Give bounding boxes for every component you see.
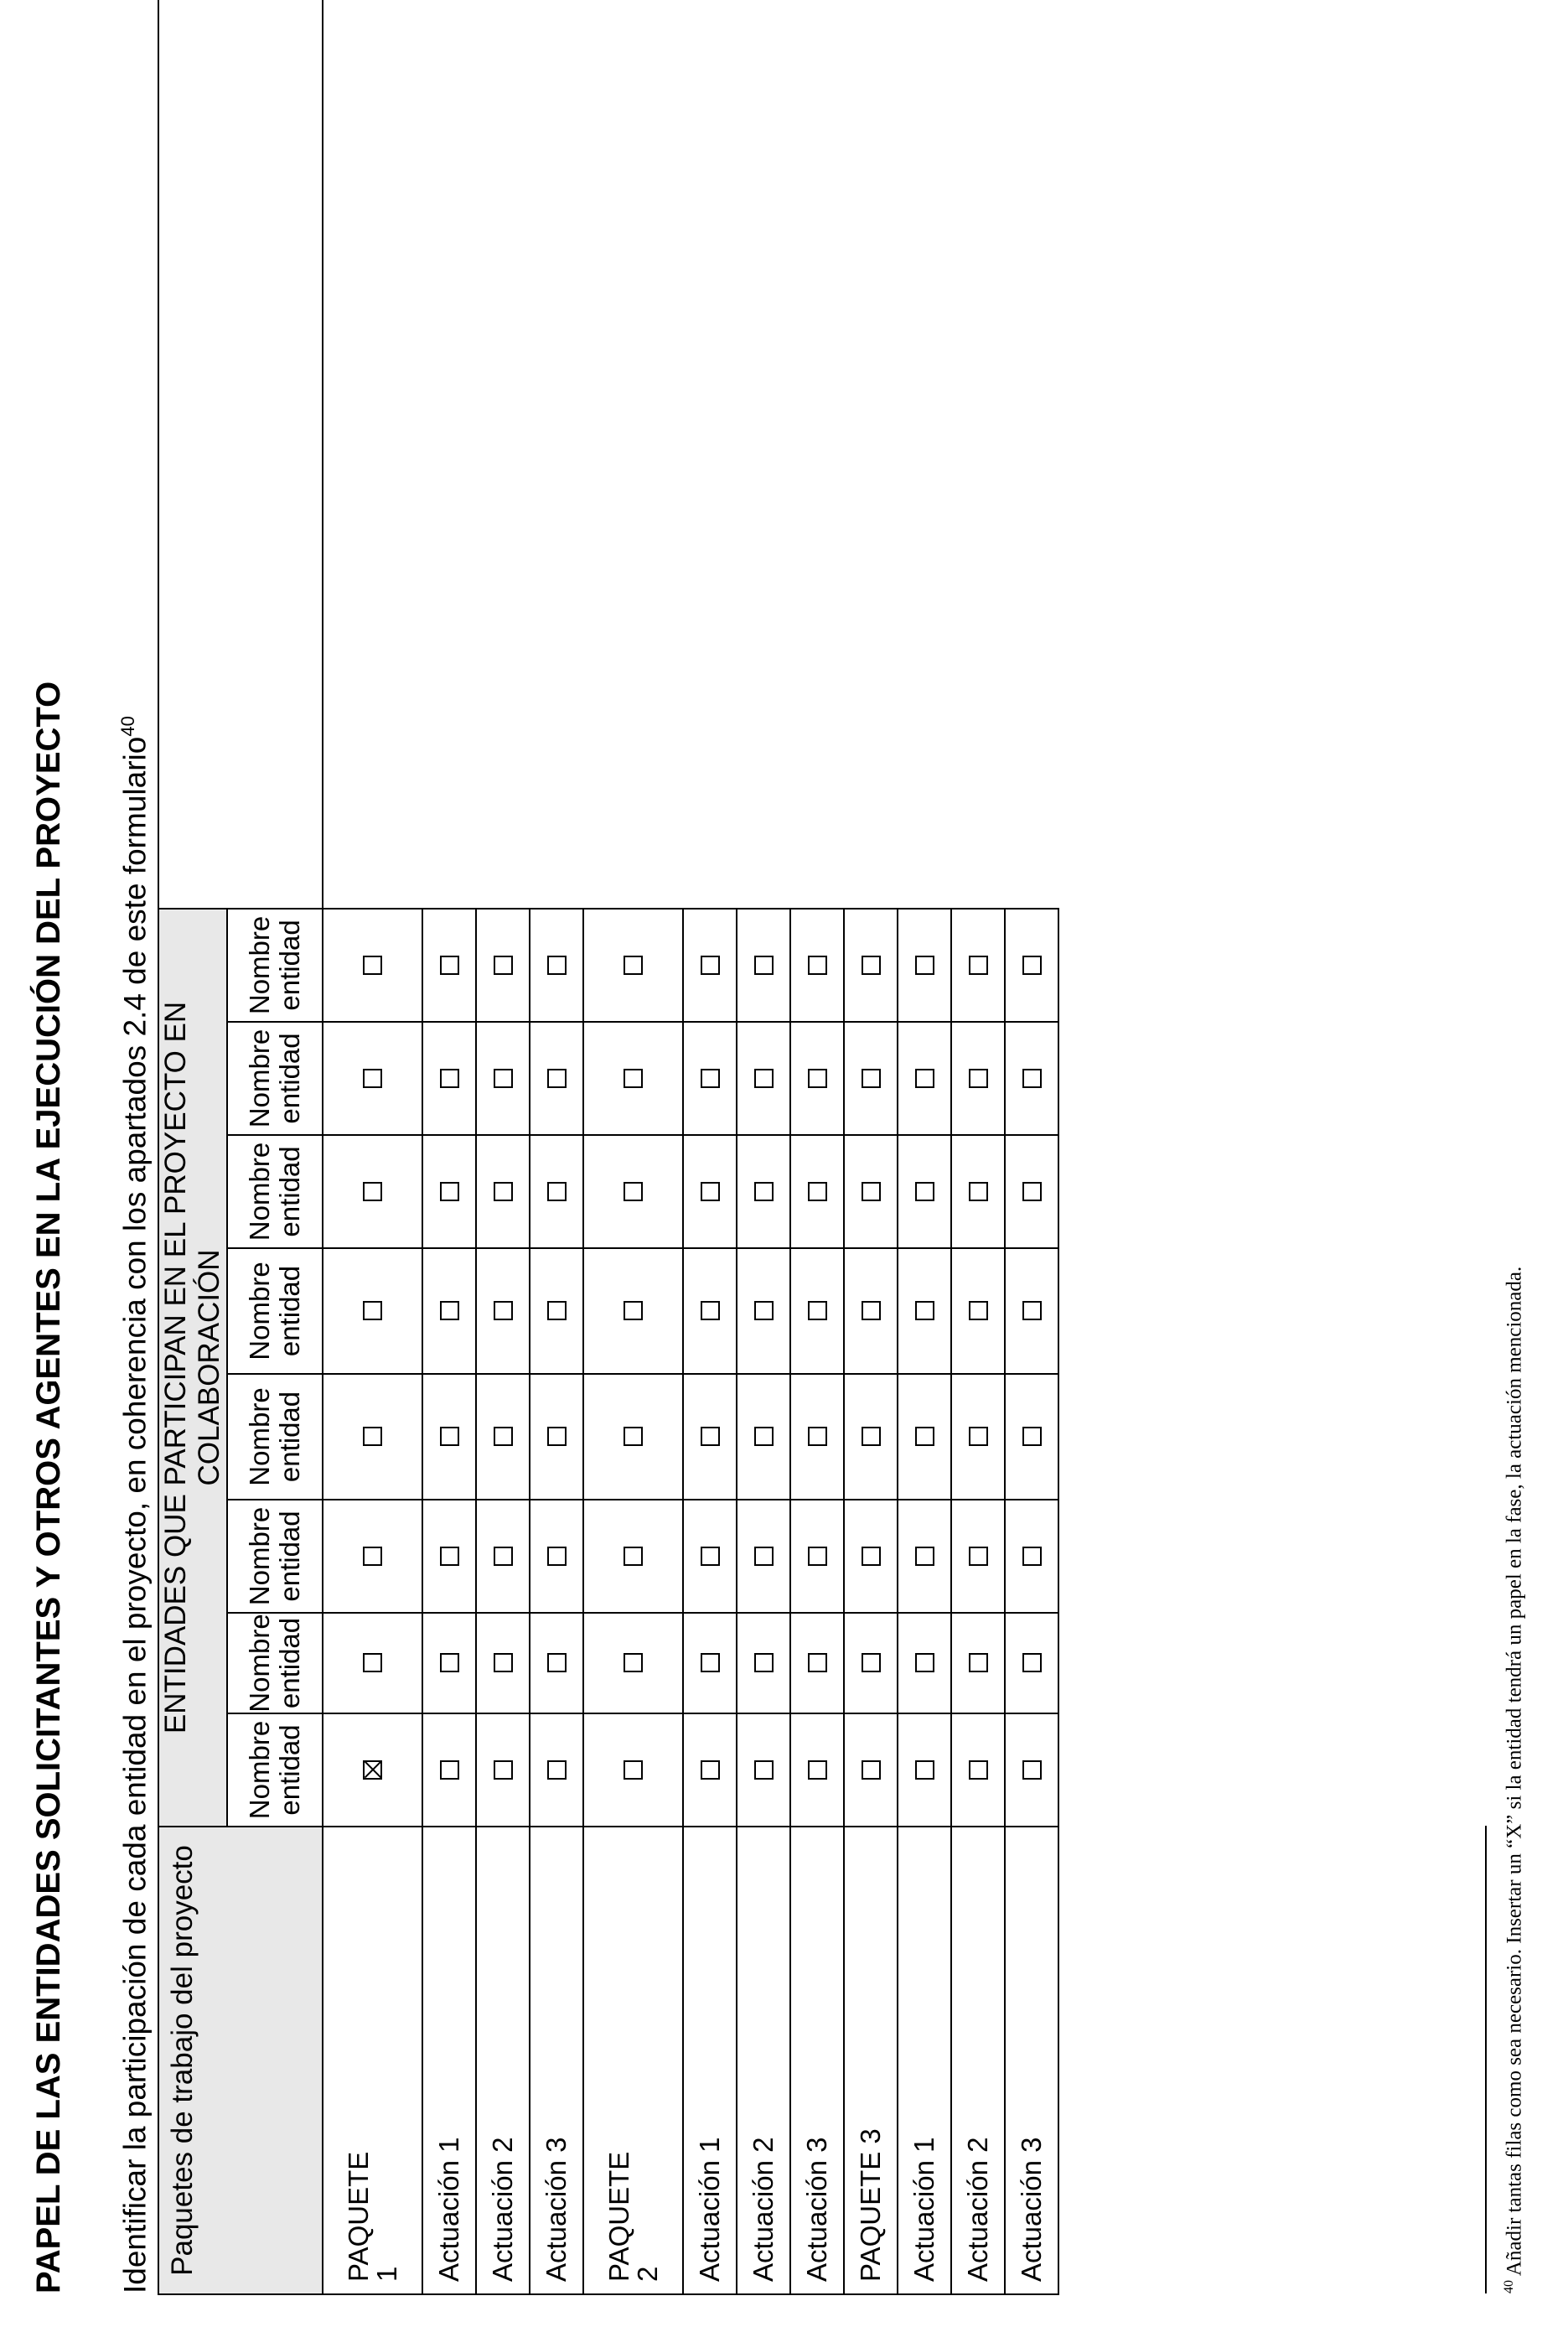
checkbox-cell — [951, 909, 1005, 1022]
checkbox-cell — [323, 1500, 422, 1613]
footnote-number: 40 — [1502, 2280, 1516, 2293]
checkbox[interactable] — [547, 1654, 567, 1673]
checkbox[interactable] — [754, 1069, 774, 1088]
checkbox[interactable] — [1022, 1428, 1042, 1447]
work-packages-header: Paquetes de trabajo del proyecto — [158, 1827, 323, 2294]
row-label: Actuación 1 — [422, 1827, 476, 2294]
checkbox[interactable] — [808, 1428, 827, 1447]
checkbox-cell — [683, 1374, 737, 1500]
checkbox-cell — [530, 1713, 583, 1827]
checkbox[interactable] — [547, 1760, 567, 1780]
instructions-body: Identificar la participación de cada entidad en el proyecto, en coherencia con los apartados 2.4 de este formulario — [117, 736, 153, 2293]
checkbox-cell — [898, 1613, 951, 1713]
checkbox-cell — [1005, 1248, 1058, 1374]
entity-header-line1: Nombre — [244, 1029, 275, 1128]
checkbox[interactable] — [440, 1069, 459, 1088]
footnote-separator — [1485, 1826, 1487, 2293]
empty-column — [158, 0, 323, 909]
checkbox-cell — [476, 1022, 530, 1135]
checkbox[interactable] — [624, 1760, 643, 1780]
checkbox-cell — [1005, 1374, 1058, 1500]
row-label: PAQUETE 1 — [323, 1827, 422, 2294]
checkbox-cell — [1005, 1022, 1058, 1135]
checkbox-cell — [844, 1613, 898, 1713]
checkbox[interactable] — [862, 1182, 881, 1201]
checkbox[interactable] — [624, 1547, 643, 1566]
checkbox[interactable] — [624, 956, 643, 975]
checkbox[interactable] — [494, 956, 513, 975]
checkbox[interactable] — [862, 1428, 881, 1447]
checkbox-cell — [737, 1248, 790, 1374]
checkbox-cell — [323, 1374, 422, 1500]
entity-column-header — [227, 1374, 323, 1500]
checkbox-cell — [951, 1374, 1005, 1500]
entity-header-line1: Nombre — [244, 1614, 275, 1713]
checkbox[interactable] — [624, 1182, 643, 1201]
checkbox[interactable] — [969, 956, 988, 975]
checkbox-cell — [951, 1248, 1005, 1374]
checkbox[interactable] — [808, 1760, 827, 1780]
checkbox[interactable] — [969, 1654, 988, 1673]
entity-header-line2: entidad — [274, 1033, 305, 1124]
checkbox-cell — [737, 1713, 790, 1827]
checkbox[interactable] — [862, 1760, 881, 1780]
checkbox[interactable] — [440, 1182, 459, 1201]
checkbox[interactable] — [754, 1428, 774, 1447]
checkbox-cell — [583, 1022, 683, 1135]
checkbox[interactable] — [440, 1547, 459, 1566]
checkbox[interactable] — [547, 1069, 567, 1088]
checkbox[interactable] — [808, 956, 827, 975]
checkbox-cell — [898, 909, 951, 1022]
checkbox[interactable] — [440, 1302, 459, 1321]
checkbox-cell — [422, 1713, 476, 1827]
checkbox-cell — [422, 1374, 476, 1500]
checkbox[interactable] — [624, 1428, 643, 1447]
checkbox[interactable] — [440, 1654, 459, 1673]
checkbox-cell — [583, 909, 683, 1022]
checkbox[interactable] — [862, 1069, 881, 1088]
checkbox-cell — [683, 1500, 737, 1613]
checkbox-cell — [583, 1374, 683, 1500]
checkbox[interactable] — [547, 1428, 567, 1447]
checkbox[interactable] — [1022, 1547, 1042, 1566]
checkbox[interactable] — [701, 1069, 720, 1088]
checkbox[interactable] — [363, 1182, 382, 1201]
checkbox-cell — [530, 1613, 583, 1713]
checkbox[interactable] — [440, 1760, 459, 1780]
entity-column-header — [227, 1022, 323, 1135]
checkbox[interactable] — [701, 1760, 720, 1780]
participating-entities-header: ENTIDADES QUE PARTICIPAN EN EL PROYECTO EN COLABORACIÓN — [158, 909, 227, 1827]
checkbox-cell — [476, 1500, 530, 1613]
checkbox[interactable] — [1022, 1654, 1042, 1673]
checkbox[interactable] — [1022, 956, 1042, 975]
action-row — [683, 0, 737, 2294]
checkbox-cell — [323, 1248, 422, 1374]
checkbox[interactable] — [701, 1547, 720, 1566]
checkbox-cell — [530, 909, 583, 1022]
checkbox-cell — [951, 1713, 1005, 1827]
checkbox-cell — [790, 1713, 844, 1827]
checkbox[interactable] — [701, 1428, 720, 1447]
entity-roles-table — [158, 0, 1059, 2295]
checkbox-cell — [1005, 909, 1058, 1022]
footnote-text: Añadir tantas filas como sea necesario. Insertar un “X” si la entidad tendrá un papel en la fase, la actuación mencionada. — [1503, 1266, 1526, 2277]
checkbox-cell — [323, 1135, 422, 1248]
checkbox-cell — [583, 1500, 683, 1613]
action-row — [476, 0, 530, 2294]
row-label: Actuación 3 — [530, 1827, 583, 2294]
checkbox-cell — [422, 1248, 476, 1374]
checkbox-cell — [683, 1613, 737, 1713]
row-label: Actuación 2 — [476, 1827, 530, 2294]
checkbox[interactable] — [1022, 1760, 1042, 1780]
checkbox-cell — [844, 1135, 898, 1248]
checkbox[interactable] — [440, 1428, 459, 1447]
row-label: Actuación 2 — [737, 1827, 790, 2294]
entity-header-line2: entidad — [274, 1724, 305, 1816]
checkbox[interactable] — [1022, 1302, 1042, 1321]
checkbox-cell — [583, 1713, 683, 1827]
checkbox[interactable] — [754, 1760, 774, 1780]
checkbox[interactable] — [547, 1302, 567, 1321]
checkbox[interactable] — [440, 956, 459, 975]
checkbox-cell — [422, 1135, 476, 1248]
checkbox[interactable] — [494, 1760, 513, 1780]
checkbox[interactable] — [862, 1547, 881, 1566]
checkbox-cell — [530, 1248, 583, 1374]
checkbox-cell — [844, 909, 898, 1022]
checkbox[interactable] — [862, 1654, 881, 1673]
checkbox[interactable] — [363, 1302, 382, 1321]
checkbox[interactable] — [494, 1654, 513, 1673]
checkbox-cell — [422, 1500, 476, 1613]
checkbox-cell — [323, 1613, 422, 1713]
checkbox-cell — [583, 1135, 683, 1248]
action-row — [530, 0, 583, 2294]
footnote — [1502, 1267, 1526, 2293]
checkbox-cell — [476, 909, 530, 1022]
checkbox-cell — [583, 1613, 683, 1713]
checkbox[interactable] — [862, 1302, 881, 1321]
checkbox[interactable] — [915, 1760, 934, 1780]
checkbox[interactable] — [624, 1069, 643, 1088]
entity-header-line1: Nombre — [244, 1142, 275, 1241]
footnote-reference: 40 — [117, 716, 138, 737]
checkbox-cell — [737, 1374, 790, 1500]
checkbox-cell — [790, 1022, 844, 1135]
checkbox[interactable] — [915, 1069, 934, 1088]
checkbox-cell — [844, 1022, 898, 1135]
checkbox[interactable] — [808, 1547, 827, 1566]
checkbox-cell — [683, 1713, 737, 1827]
checkbox-cell — [476, 1248, 530, 1374]
checkbox[interactable] — [363, 1654, 382, 1673]
checkbox[interactable] — [754, 1182, 774, 1201]
checkbox-cell — [844, 1248, 898, 1374]
work-package-row — [583, 0, 683, 2294]
checkbox[interactable] — [754, 1302, 774, 1321]
checkbox[interactable] — [363, 1069, 382, 1088]
checkbox[interactable] — [969, 1428, 988, 1447]
checkbox[interactable] — [969, 1069, 988, 1088]
row-label: Actuación 1 — [898, 1827, 951, 2294]
action-row — [790, 0, 844, 2294]
row-label: PAQUETE 2 — [583, 1827, 683, 2294]
action-row — [898, 0, 951, 2294]
checkbox[interactable] — [624, 1654, 643, 1673]
checkbox-cell — [844, 1500, 898, 1613]
checkbox[interactable] — [862, 956, 881, 975]
checkbox[interactable] — [915, 1654, 934, 1673]
checkbox[interactable] — [1022, 1069, 1042, 1088]
entity-header-line1: Nombre — [244, 1262, 275, 1360]
work-package-row — [323, 0, 422, 2294]
checkbox-cell — [790, 1374, 844, 1500]
checkbox-cell — [844, 1713, 898, 1827]
checkbox-cell — [951, 1500, 1005, 1613]
checkbox[interactable] — [915, 1428, 934, 1447]
checkbox[interactable] — [969, 1547, 988, 1566]
checkbox[interactable] — [808, 1069, 827, 1088]
checkbox[interactable] — [808, 1302, 827, 1321]
checkbox-cell — [898, 1374, 951, 1500]
checkbox-cell — [530, 1135, 583, 1248]
checkbox-cell — [737, 1613, 790, 1713]
checkbox[interactable] — [494, 1182, 513, 1201]
checkbox[interactable] — [808, 1654, 827, 1673]
entity-column-header — [227, 1248, 323, 1374]
checkbox[interactable] — [701, 1302, 720, 1321]
checkbox-cell — [737, 1022, 790, 1135]
entity-column-header — [227, 1613, 323, 1713]
action-row — [1005, 0, 1058, 2294]
checkbox-cell — [1005, 1713, 1058, 1827]
checkbox-cell — [1005, 1135, 1058, 1248]
checkbox[interactable] — [363, 1428, 382, 1447]
checkbox-cell — [476, 1613, 530, 1713]
checkbox-cell — [790, 1613, 844, 1713]
page-title: PAPEL DE LAS ENTIDADES SOLICITANTES Y OTROS AGENTES EN LA EJECUCIÓN DEL PROYECTO — [30, 681, 67, 2293]
checkbox-cell — [951, 1135, 1005, 1248]
checkbox[interactable] — [915, 1547, 934, 1566]
entity-header-line2: entidad — [274, 1511, 305, 1602]
checkbox-cell — [1005, 1613, 1058, 1713]
checkbox[interactable] — [1022, 1182, 1042, 1201]
checkbox[interactable] — [969, 1760, 988, 1780]
checkbox[interactable] — [808, 1182, 827, 1201]
checked-checkbox[interactable] — [363, 1760, 382, 1780]
checkbox[interactable] — [915, 1182, 934, 1201]
row-label: Actuación 1 — [683, 1827, 737, 2294]
entity-header-line1: Nombre — [244, 1387, 275, 1486]
checkbox[interactable] — [754, 956, 774, 975]
checkbox[interactable] — [624, 1302, 643, 1321]
checkbox-cell — [898, 1022, 951, 1135]
checkbox[interactable] — [547, 1547, 567, 1566]
checkbox-cell — [422, 909, 476, 1022]
checkbox[interactable] — [754, 1654, 774, 1673]
entity-column-header — [227, 1135, 323, 1248]
checkbox[interactable] — [969, 1302, 988, 1321]
checkbox[interactable] — [547, 1182, 567, 1201]
checkbox-cell — [683, 1248, 737, 1374]
checkbox-cell — [951, 1613, 1005, 1713]
checkbox[interactable] — [915, 956, 934, 975]
entity-column-header — [227, 1500, 323, 1613]
checkbox[interactable] — [494, 1069, 513, 1088]
entity-header-line1: Nombre — [244, 1506, 275, 1606]
checkbox-cell — [790, 1500, 844, 1613]
checkbox-cell — [683, 909, 737, 1022]
checkbox-cell — [951, 1022, 1005, 1135]
checkbox-cell — [683, 1135, 737, 1248]
checkbox[interactable] — [969, 1182, 988, 1201]
row-label: Actuación 2 — [951, 1827, 1005, 2294]
checkbox[interactable] — [754, 1547, 774, 1566]
checkbox-cell — [898, 1500, 951, 1613]
checkbox[interactable] — [915, 1302, 934, 1321]
checkbox-cell — [898, 1135, 951, 1248]
entity-column-header — [227, 909, 323, 1022]
checkbox[interactable] — [547, 956, 567, 975]
checkbox-cell — [323, 909, 422, 1022]
checkbox[interactable] — [363, 1547, 382, 1566]
entity-header-line2: entidad — [274, 1617, 305, 1709]
checkbox[interactable] — [494, 1302, 513, 1321]
checkbox-cell — [737, 909, 790, 1022]
checkbox-cell — [844, 1374, 898, 1500]
checkbox-cell — [790, 1135, 844, 1248]
checkbox-cell — [476, 1374, 530, 1500]
entity-header-line1: Nombre — [244, 1720, 275, 1820]
checkbox[interactable] — [701, 1182, 720, 1201]
checkbox-cell — [737, 1135, 790, 1248]
checkbox-cell — [683, 1022, 737, 1135]
checkbox-cell — [530, 1022, 583, 1135]
entity-header-line2: entidad — [274, 1391, 305, 1483]
checkbox-cell — [476, 1713, 530, 1827]
checkbox-cell — [422, 1613, 476, 1713]
checkbox-cell — [898, 1248, 951, 1374]
entity-header-line2: entidad — [274, 920, 305, 1011]
checkbox-cell — [422, 1022, 476, 1135]
checkbox[interactable] — [363, 956, 382, 975]
checkbox[interactable] — [701, 1654, 720, 1673]
entity-header-line2: entidad — [274, 1146, 305, 1237]
action-row — [844, 0, 898, 2294]
checkbox-cell — [1005, 1500, 1058, 1613]
table-body — [323, 0, 1058, 2294]
checkbox-cell — [323, 1022, 422, 1135]
checkbox-cell — [898, 1713, 951, 1827]
action-row — [737, 0, 790, 2294]
checkbox[interactable] — [494, 1428, 513, 1447]
entity-header-line1: Nombre — [244, 915, 275, 1015]
checkbox-cell — [583, 1248, 683, 1374]
checkbox-cell — [790, 1248, 844, 1374]
row-label: PAQUETE 3 — [844, 1827, 898, 2294]
checkbox[interactable] — [494, 1547, 513, 1566]
row-label: Actuación 3 — [790, 1827, 844, 2294]
checkbox-cell — [530, 1500, 583, 1613]
checkbox-cell — [790, 909, 844, 1022]
action-row — [422, 0, 476, 2294]
instructions-text — [117, 716, 153, 2293]
checkbox-cell — [737, 1500, 790, 1613]
action-row — [951, 0, 1005, 2294]
checkbox-cell — [323, 1713, 422, 1827]
entity-header-line2: entidad — [274, 1265, 305, 1357]
row-label: Actuación 3 — [1005, 1827, 1058, 2294]
entity-column-header — [227, 1713, 323, 1827]
checkbox[interactable] — [701, 956, 720, 975]
checkbox-cell — [530, 1374, 583, 1500]
checkbox-cell — [476, 1135, 530, 1248]
